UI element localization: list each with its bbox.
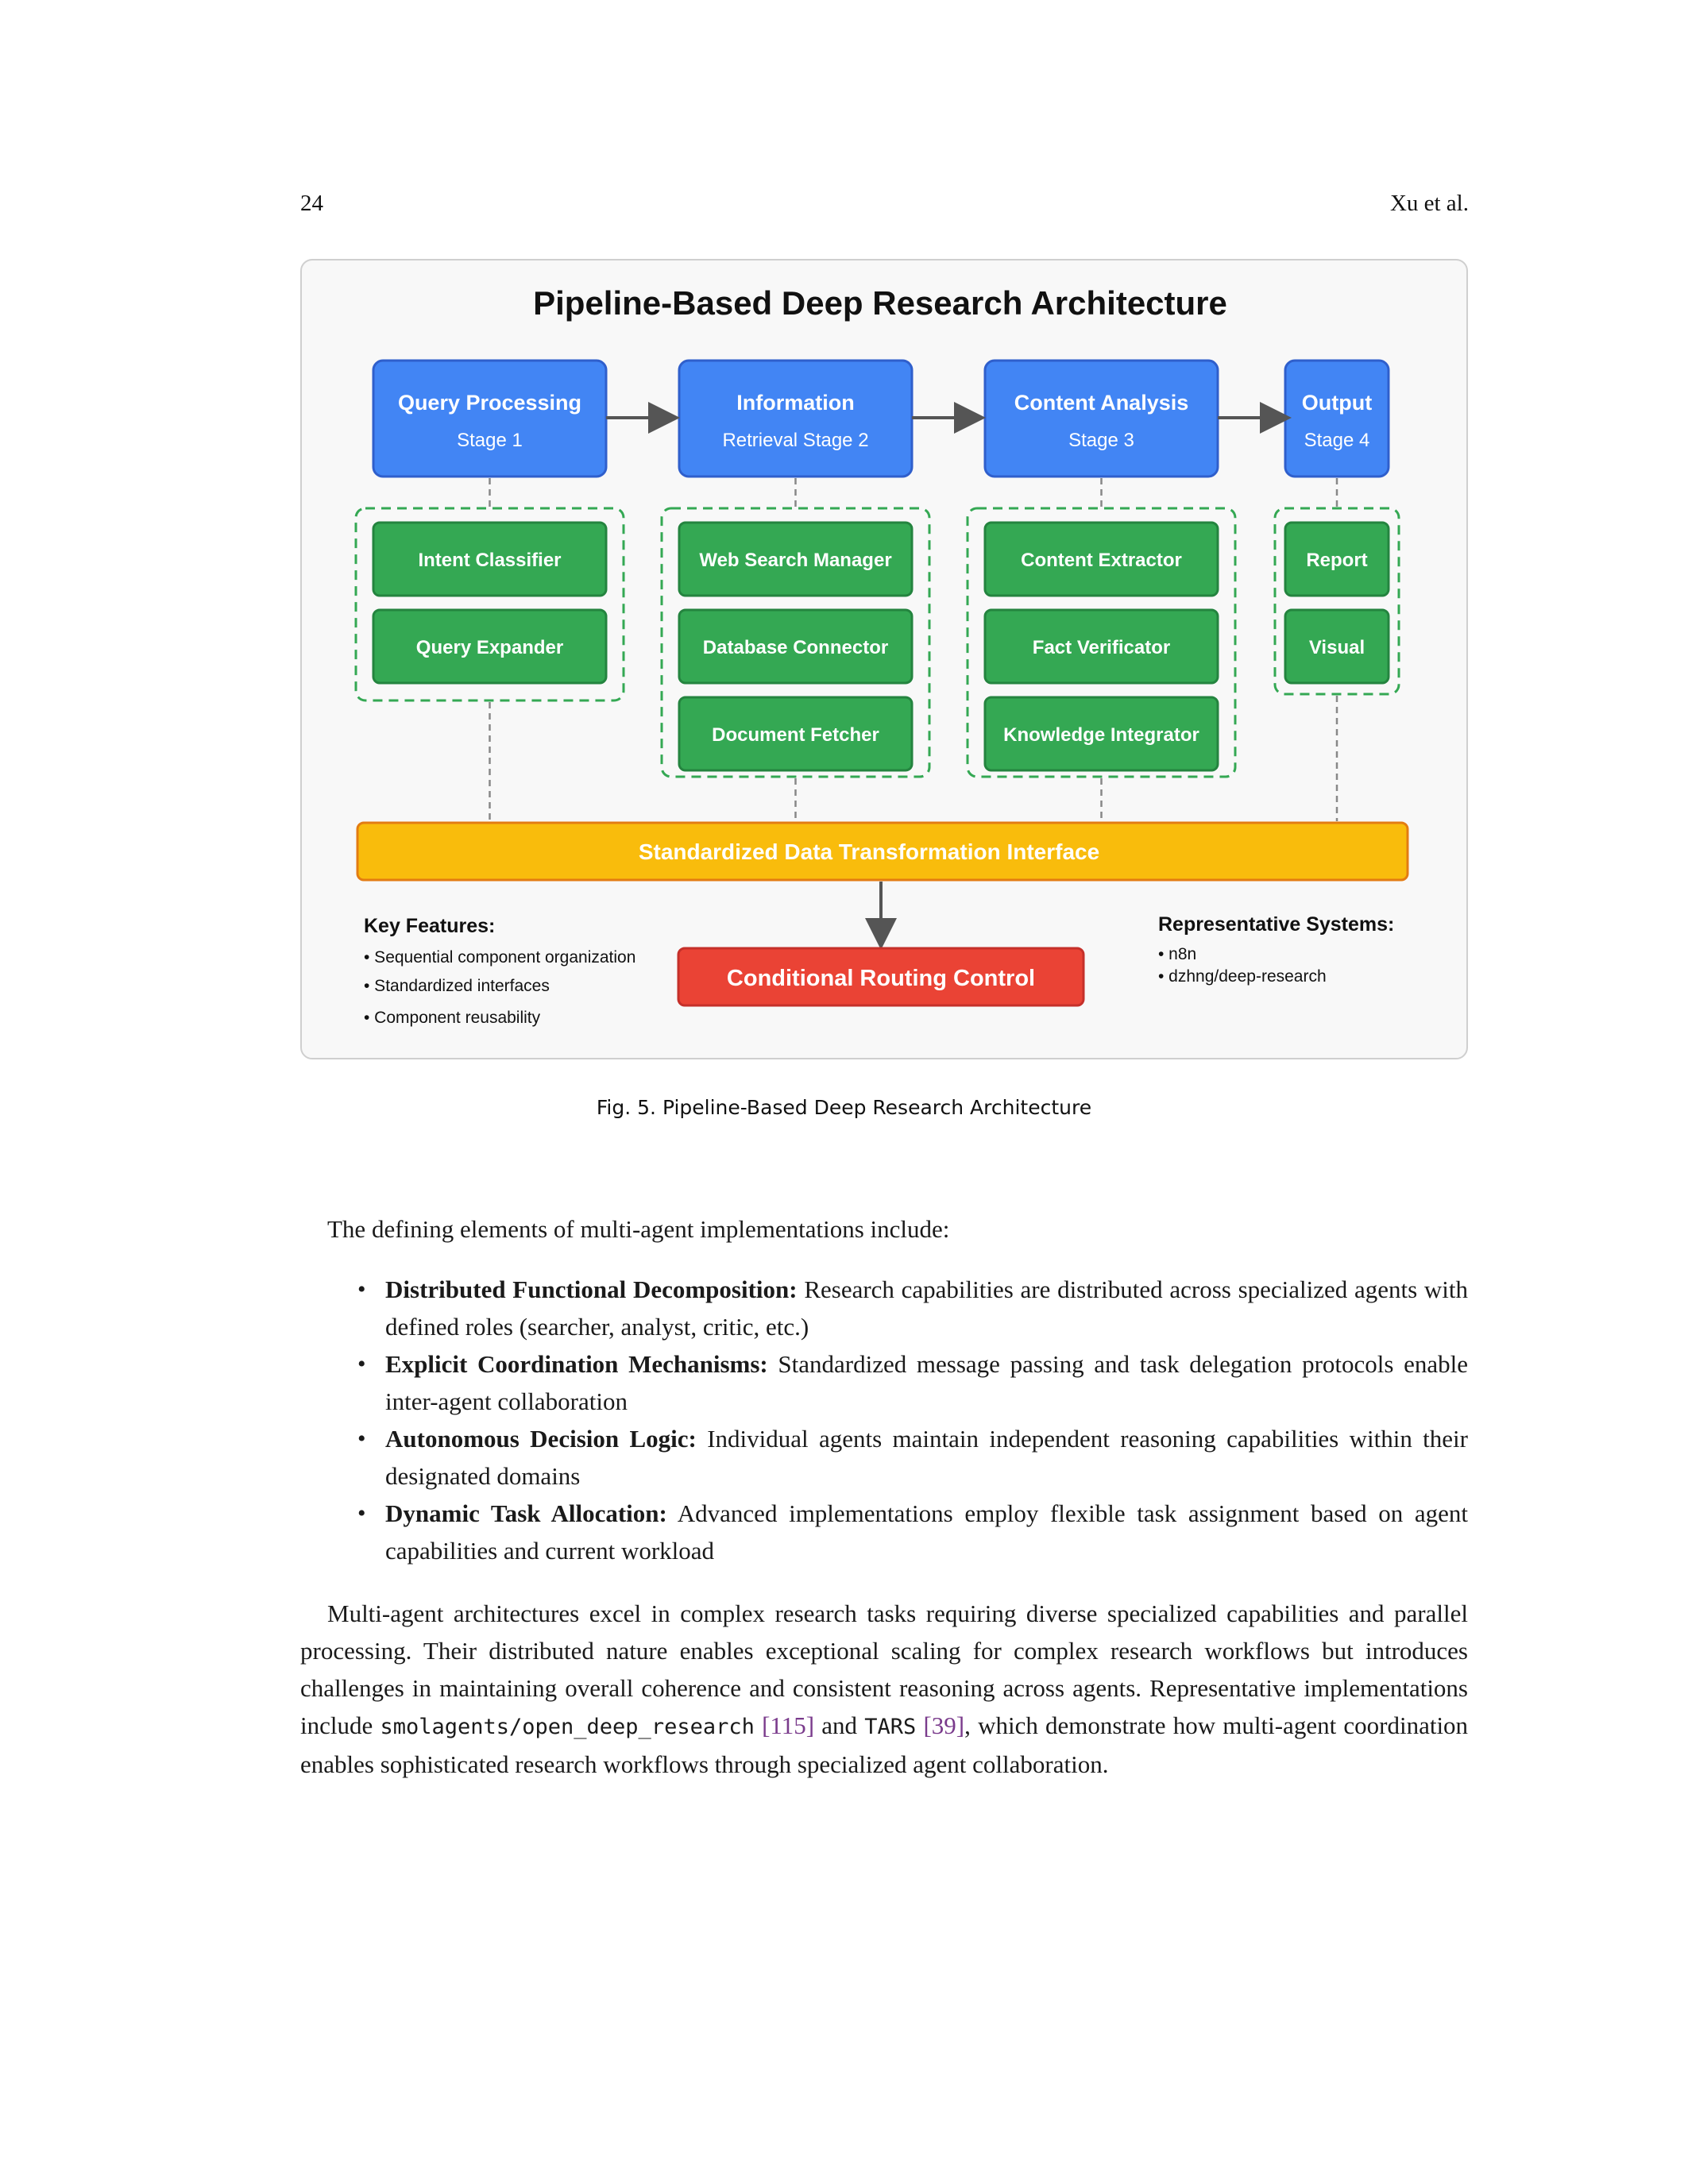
page-number: 24 [300,191,323,216]
paragraph-text: and [821,1711,858,1739]
component-label: Query Expander [415,637,564,658]
bullet-icon: • [357,1426,366,1452]
architecture-diagram [300,259,1468,1059]
paragraph-text: , which demonstrate how multi-agent coordination enables sophisticated research workflows through specialized agent collaboration. [300,1711,1469,1778]
bullet-icon: • [357,1276,366,1302]
list-item [300,1345,1468,1420]
running-header-authors: Xu et al. [1389,191,1469,216]
component-label: Visual [1308,637,1365,658]
component-label: Intent Classifier [418,550,562,571]
component-label: Content Extractor [1021,550,1182,571]
bullet-icon: • [357,1351,366,1377]
stage-title: Information [736,391,855,415]
representative-title: Representative Systems: [1158,913,1395,936]
list-item [300,1271,1468,1345]
bullet-icon: • [357,1500,366,1526]
bullet-term: Distributed Functional Decomposition: [385,1275,798,1303]
stage-subtitle: Retrieval Stage 2 [722,430,869,451]
stage-title: Query Processing [397,391,582,415]
bullet-term: Autonomous Decision Logic: [385,1425,697,1453]
bullet-term: Dynamic Task Allocation: [385,1499,667,1527]
figure-title: Pipeline-Based Deep Research Architecture [533,284,1227,322]
key-feature-item: • Component reusability [364,1009,541,1027]
component-label: Web Search Manager [699,550,892,571]
stage-box [1285,361,1389,477]
representative-item: • n8n [1158,945,1197,963]
stage-title: Output [1301,391,1373,415]
bullet-text: Individual agents maintain independent reasoning capabilities within their designated domains [385,1425,1468,1490]
stage-box [679,361,912,477]
architecture-figure [300,259,1468,1059]
code-smolagents: smolagents/open_deep_research [380,1715,755,1739]
interface-label: Standardized Data Transformation Interface [638,839,1100,864]
stage-title: Content Analysis [1014,391,1189,415]
list-item [300,1420,1468,1495]
code-tars: TARS [864,1715,917,1739]
representative-item: • dzhng/deep-research [1158,967,1327,986]
bullet-text: Standardized message passing and task delegation protocols enable inter-agent collaboration [385,1350,1469,1415]
stage-box [985,361,1218,477]
key-feature-item: • Standardized interfaces [364,977,550,995]
figure-caption: Fig. 5. Pipeline-Based Deep Research Architecture [596,1096,1092,1119]
bullet-list [300,1271,1468,1569]
component-label: Document Fetcher [712,724,879,746]
component-label: Report [1306,550,1368,571]
key-feature-item: • Sequential component organization [364,948,636,967]
component-label: Knowledge Integrator [1003,724,1199,746]
stage-subtitle: Stage 4 [1304,430,1370,451]
intro-sentence: The defining elements of multi-agent implementations include: [327,1215,950,1243]
bullet-text: Research capabilities are distributed across specialized agents with defined roles (searcher, analyst, critic, etc.) [385,1275,1468,1341]
bullet-text: Advanced implementations employ flexible task assignment based on agent capabilities and current workload [385,1499,1468,1565]
stage-subtitle: Stage 1 [457,430,523,451]
citation-link-39[interactable]: [39] [923,1711,965,1739]
stage-subtitle: Stage 3 [1068,430,1134,451]
bullet-term: Explicit Coordination Mechanisms: [385,1350,768,1378]
body-paragraph [300,1595,1468,1783]
component-label: Database Connector [702,637,889,658]
key-features-title: Key Features: [364,915,496,937]
stage-box [373,361,606,477]
paragraph-text: Multi-agent architectures excel in complex research tasks requiring diverse specialized capabilities and parallel processing. Their distributed nature enables exceptional scaling for complex research workflows but introduces challenges in maintaining overall coherence and consistent reasoning across agents. Representative implementations include [300,1599,1468,1739]
routing-label: Conditional Routing Control [726,966,1036,991]
component-label: Fact Verificator [1032,637,1171,658]
citation-link-115[interactable]: [115] [762,1711,815,1739]
list-item [300,1495,1468,1569]
